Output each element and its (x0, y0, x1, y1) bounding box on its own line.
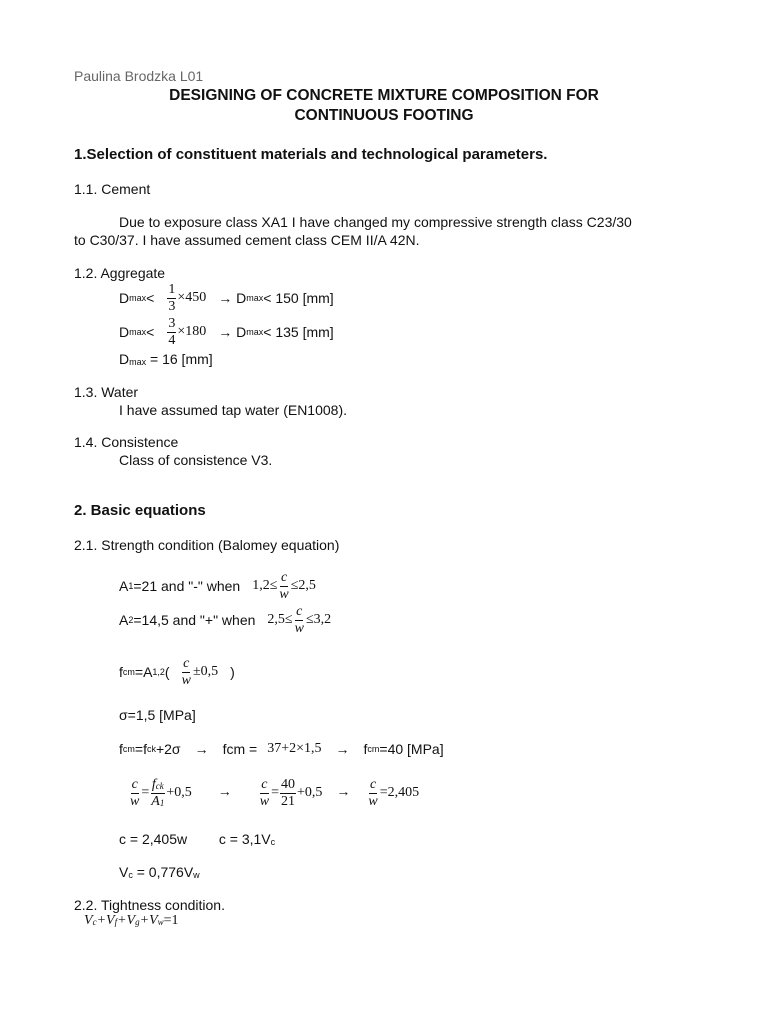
fraction-1-3: $\frac{1}{3}$ (168, 281, 176, 314)
a2-condition: A 2 =14,5 and "+" when 2,5≤ $\frac{c}{w}$ ≤3,2 (119, 603, 332, 636)
document-title-line-1: DESIGNING OF CONCRETE MIXTURE COMPOSITION FOR (169, 87, 599, 104)
consistence-heading: 1.4. Consistence (74, 434, 179, 450)
document-title-line-2: CONTINUOUS FOOTING (294, 107, 474, 124)
sigma-value: σ=1,5 [MPa] (119, 707, 196, 723)
arrow-icon: → (335, 741, 350, 757)
cement-heading: 1.1. Cement (74, 181, 151, 197)
fcm-calculation: f cm =f ck +2σ → fcm = 37+2×1,5 → f cm =40 [MPa] (119, 741, 444, 757)
section-2-heading: 2. Basic equations (74, 502, 206, 519)
tightness-equation: Vc+Vf+Vg+Vw=1 (84, 913, 179, 928)
author-name: Paulina Brodzka L01 (74, 68, 204, 84)
fraction-3-4: $\frac{3}{4}$ (168, 315, 176, 348)
aggregate-dmax-value: Dmax = 16 [mm] (119, 351, 213, 367)
balomey-equation: f cm =A 1,2 ( $\frac{c}{w}$ ±0,5 ) (119, 655, 235, 688)
tightness-heading: 2.2. Tightness condition. (74, 897, 225, 913)
arrow-icon: → (217, 785, 232, 800)
a1-condition: A 1 =21 and "-" when 1,2≤ $\frac{c}{w}$ ≤2,5 (119, 569, 316, 602)
aggregate-equation-1: D max < $\frac{1}{3}$ ×450 → D max < 150 [mm] (119, 281, 334, 314)
arrow-icon: → (194, 741, 209, 757)
cw-derivation: $\frac{c}{w}$ = $\frac{\text{fck}}{A1}$ +0,5 → $\frac{c}{w}$ = $\frac{40}{21}$ +0,5 → $\frac{c}{w}$ =2,405 (130, 776, 420, 809)
aggregate-equation-2: D max < $\frac{3}{4}$ ×180 → D max < 135 [mm] (119, 315, 334, 348)
aggregate-heading: 1.2. Aggregate (74, 265, 166, 281)
cement-water-relation: c = 2,405w c = 3,1Vc (119, 831, 276, 847)
strength-condition-heading: 2.1. Strength condition (Balomey equation) (74, 537, 340, 553)
section-1-heading: 1.Selection of constituent materials and technological parameters. (74, 146, 548, 163)
water-text: I have assumed tap water (EN1008). (119, 402, 348, 418)
cement-paragraph-line-2: to C30/37. I have assumed cement class CEM II/A 42N. (74, 232, 420, 248)
volume-relation: Vc = 0,776Vw (119, 864, 200, 880)
water-heading: 1.3. Water (74, 384, 139, 400)
arrow-icon: → (336, 785, 351, 800)
cement-paragraph-line-1: Due to exposure class XA1 I have changed my compressive strength class C23/30 (119, 214, 632, 230)
consistence-text: Class of consistence V3. (119, 452, 273, 468)
